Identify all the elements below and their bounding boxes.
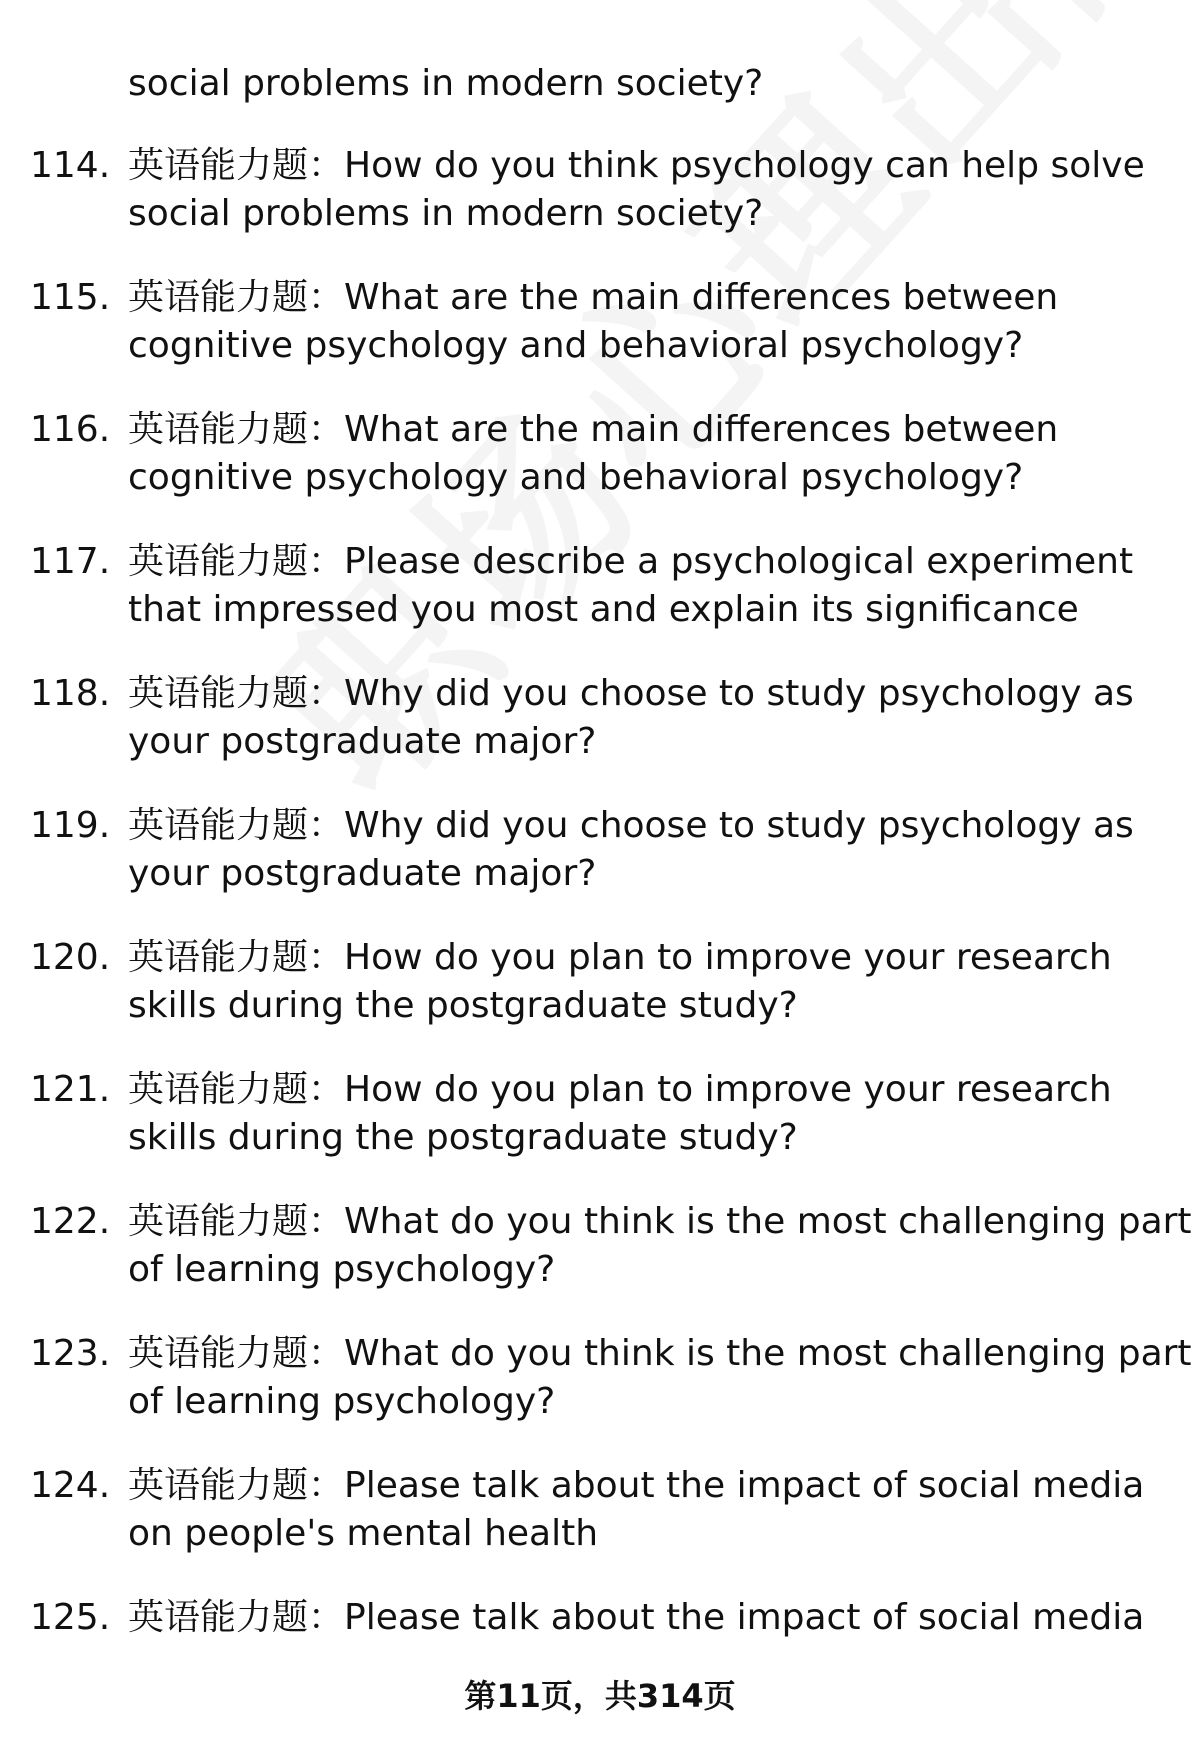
question-line: 英语能力题：Please talk about the impact of social media bbox=[128, 1597, 1145, 1638]
question-number: 118. bbox=[30, 673, 111, 714]
question-line: 英语能力题：How do you plan to improve your research bbox=[128, 1069, 1112, 1110]
carryover-line: social problems in modern society? bbox=[128, 63, 764, 104]
question-line: skills during the postgraduate study? bbox=[128, 985, 798, 1026]
question-line: skills during the postgraduate study? bbox=[128, 1117, 798, 1158]
question-line: 英语能力题：What are the main differences between bbox=[128, 409, 1059, 450]
question-line: that impressed you most and explain its significance bbox=[128, 589, 1079, 630]
question-number: 122. bbox=[30, 1201, 111, 1242]
question-number: 124. bbox=[30, 1465, 111, 1506]
question-line: social problems in modern society? bbox=[128, 193, 764, 234]
question-line: on people's mental health bbox=[128, 1513, 599, 1554]
question-line: 英语能力题：Please describe a psychological experiment bbox=[128, 541, 1134, 582]
question-number: 121. bbox=[30, 1069, 111, 1110]
question-number: 119. bbox=[30, 805, 111, 846]
question-number: 115. bbox=[30, 277, 111, 318]
question-line: of learning psychology? bbox=[128, 1381, 556, 1422]
question-line: 英语能力题：What do you think is the most challenging part bbox=[128, 1333, 1192, 1374]
question-line: 英语能力题：How do you plan to improve your research bbox=[128, 937, 1112, 978]
question-line: 英语能力题：What are the main differences between bbox=[128, 277, 1059, 318]
question-number: 125. bbox=[30, 1597, 111, 1638]
question-line: cognitive psychology and behavioral psychology? bbox=[128, 457, 1024, 498]
page-number-footer: 第11页，共314页 bbox=[464, 1677, 736, 1715]
question-line: your postgraduate major? bbox=[128, 853, 597, 894]
question-line: cognitive psychology and behavioral psychology? bbox=[128, 325, 1024, 366]
question-number: 114. bbox=[30, 145, 111, 186]
question-line: 英语能力题：How do you think psychology can help solve bbox=[128, 145, 1145, 186]
question-number: 116. bbox=[30, 409, 111, 450]
question-line: 英语能力题：Why did you choose to study psychology as bbox=[128, 805, 1134, 846]
question-line: of learning psychology? bbox=[128, 1249, 556, 1290]
question-number: 123. bbox=[30, 1333, 111, 1374]
question-line: your postgraduate major? bbox=[128, 721, 597, 762]
question-number: 117. bbox=[30, 541, 111, 582]
question-line: 英语能力题：Please talk about the impact of social media bbox=[128, 1465, 1145, 1506]
question-line: 英语能力题：Why did you choose to study psychology as bbox=[128, 673, 1134, 714]
question-line: 英语能力题：What do you think is the most challenging part bbox=[128, 1201, 1192, 1242]
question-number: 120. bbox=[30, 937, 111, 978]
